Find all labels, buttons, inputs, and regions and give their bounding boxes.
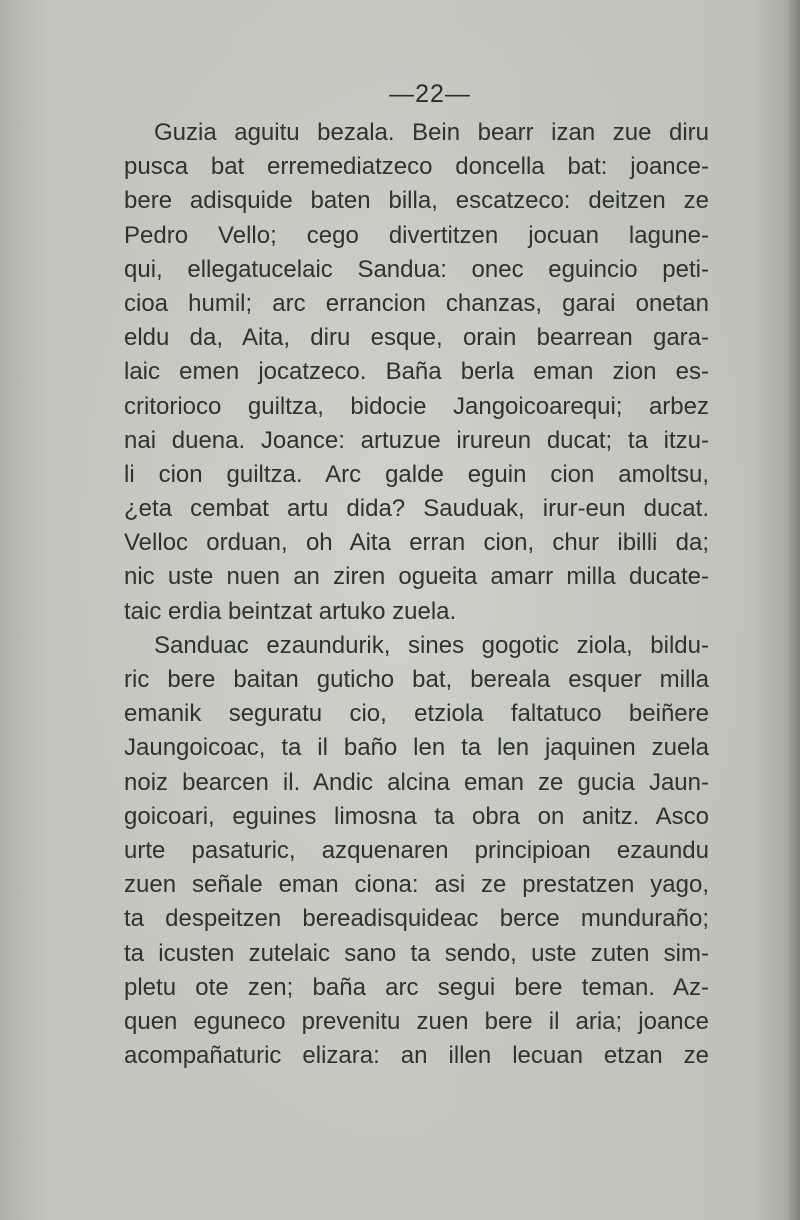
text-line: ta despeitzen bereadisquideac berce munduraño; (124, 905, 709, 933)
text-line: Guzia aguitu bezala. Bein bearr izan zue diru (154, 119, 709, 146)
text-line: Jaungoicoac, ta il baño len ta len jaquinen zuela (124, 734, 709, 762)
text-line: goicoari, eguines limosna ta obra on anitz. Asco (124, 802, 709, 830)
text-line: Sanduac ezaundurik, sines gogotic ziola, bildu- (154, 631, 709, 659)
text-line: urte pasaturic, azquenaren principioan ezaundu (124, 836, 709, 864)
paragraph (124, 629, 709, 1073)
text-line: ta icusten zutelaic sano ta sendo, uste zuten sim- (124, 939, 709, 967)
page-edge-shadow (786, 0, 800, 1220)
page-number: —22— (389, 80, 471, 108)
text-line: emanik seguratu cio, etziola faltatuco beiñere (124, 700, 709, 728)
text-line: pletu ote zen; baña arc segui bere teman. Az- (124, 973, 709, 1001)
text-line: critorioco guiltza, bidocie Jangoicoarequi; arbez (124, 392, 709, 420)
body-text (124, 116, 709, 1073)
text-line: nai duena. Joance: artuzue irureun ducat; ta itzu- (124, 426, 709, 454)
text-line: pusca bat erremediatzeco doncella bat: joance- (124, 153, 709, 181)
text-line: li cion guiltza. Arc galde eguin cion amoltsu, (124, 460, 709, 488)
text-line: quen eguneco prevenitu zuen bere il aria; joance (124, 1007, 709, 1035)
text-line: eldu da, Aita, diru esque, orain bearrean gara- (124, 324, 709, 352)
text-line: ¿eta cembat artu dida? Sauduak, irur-eun ducat. (124, 495, 709, 523)
text-line: cioa humil; arc errancion chanzas, garai onetan (124, 289, 709, 317)
text-line: Pedro Vello; cego divertitzen jocuan lagune- (124, 221, 709, 249)
text-line: noiz bearcen il. Andic alcina eman ze gucia Jaun- (124, 768, 709, 796)
text-line: ric bere baitan guticho bat, bereala esquer milla (124, 666, 709, 693)
text-line: laic emen jocatzeco. Baña berla eman zion es- (124, 358, 709, 386)
paragraph (124, 116, 709, 629)
text-line: acompañaturic elizara: an illen lecuan etzan ze (124, 1042, 709, 1070)
text-line: nic uste nuen an ziren ogueita amarr milla ducate- (124, 563, 709, 591)
text-line: zuen señale eman ciona: asi ze prestatzen yago, (124, 871, 709, 899)
text-line: taic erdia beintzat artuko zuela. (124, 597, 457, 625)
text-line: Velloc orduan, oh Aita erran cion, chur ibilli da; (124, 529, 709, 557)
text-line: bere adisquide baten billa, escatzeco: deitzen ze (124, 187, 709, 215)
text-line: qui, ellegatucelaic Sandua: onec eguincio peti- (124, 255, 709, 283)
